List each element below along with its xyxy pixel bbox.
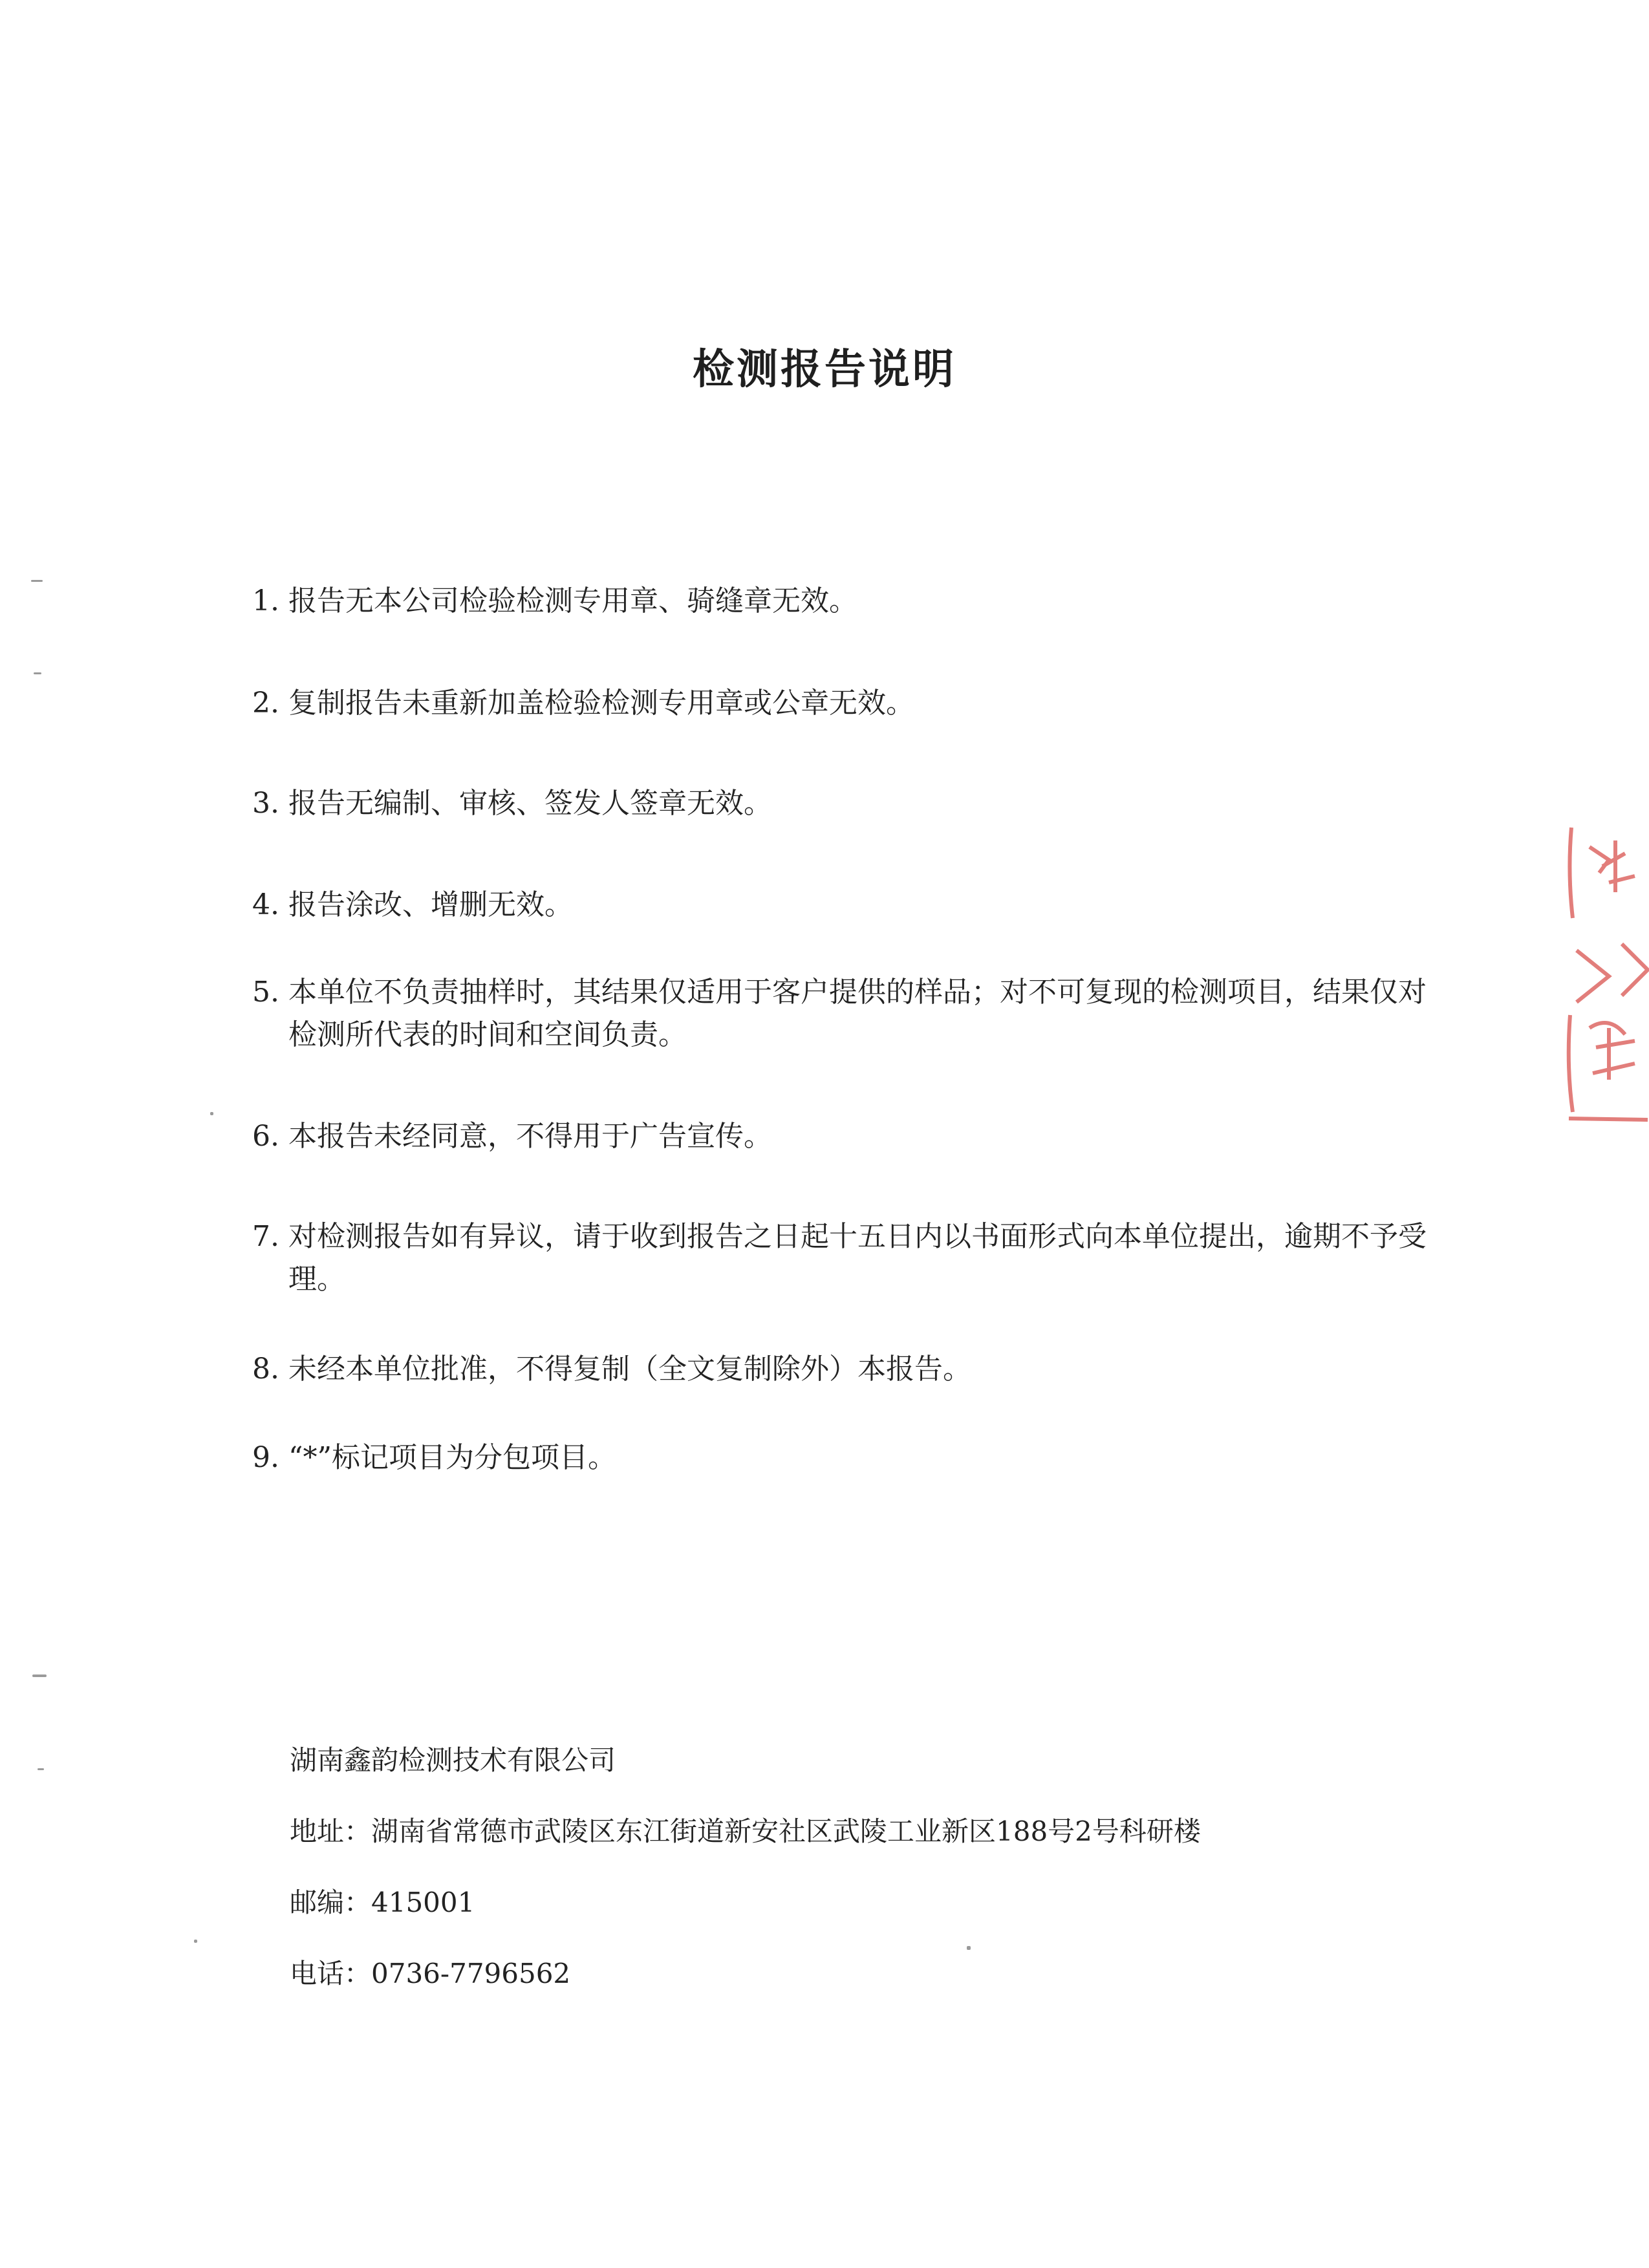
- notice-number: 3.: [252, 787, 279, 820]
- postcode-label: 邮编：: [290, 1887, 372, 1918]
- notice-item-3: [252, 782, 1429, 825]
- scan-speck: [967, 1946, 971, 1950]
- notice-number: 5.: [252, 976, 279, 1009]
- notice-item-4: [252, 884, 1429, 926]
- seam-stamp-icon: [1564, 821, 1649, 1125]
- notice-number: 8.: [252, 1353, 279, 1385]
- notice-item-1: [252, 580, 1429, 623]
- scan-speck: [31, 580, 43, 582]
- scan-speck: [34, 672, 41, 674]
- seam-stamp-edge: [1564, 821, 1649, 1125]
- notice-text: 复制报告未重新加盖检验检测专用章或公章无效。: [288, 687, 914, 720]
- notice-number: 9.: [252, 1441, 279, 1474]
- postcode-value: 415001: [371, 1887, 475, 1918]
- notice-text: 报告无本公司检验检测专用章、骑缝章无效。: [288, 584, 857, 617]
- notice-item-2: [252, 682, 1429, 725]
- scan-speck: [210, 1112, 213, 1115]
- company-postcode: [290, 1881, 475, 1920]
- page-title: 检测报告说明: [693, 346, 956, 394]
- scan-speck: [38, 1768, 44, 1770]
- notice-text: 未经本单位批准，不得复制（全文复制除外）本报告。: [288, 1353, 971, 1385]
- notice-item-8: [252, 1348, 1429, 1391]
- address-label: 地址：: [290, 1815, 372, 1847]
- company-address: [290, 1810, 1201, 1849]
- scan-speck: [32, 1674, 47, 1677]
- address-value: 湖南省常德市武陵区东江街道新安社区武陵工业新区188号2号科研楼: [371, 1815, 1201, 1847]
- phone-label: 电话：: [290, 1958, 372, 1989]
- phone-value: 0736-7796562: [371, 1958, 571, 1989]
- notice-text: 对检测报告如有异议，请于收到报告之日起十五日内以书面形式向本单位提出，逾期不予受理。: [288, 1220, 1427, 1296]
- notice-item-6: [252, 1115, 1429, 1158]
- company-phone: [290, 1952, 570, 1991]
- notice-text: “*”标记项目为分包项目。: [288, 1441, 616, 1474]
- notice-text: 报告涂改、增删无效。: [288, 888, 573, 921]
- notice-text: 本报告未经同意，不得用于广告宣传。: [288, 1120, 772, 1153]
- company-name: 湖南鑫韵检测技术有限公司: [290, 1744, 616, 1776]
- notice-number: 1.: [252, 584, 279, 617]
- notice-text: 本单位不负责抽样时，其结果仅适用于客户提供的样品；对不可复现的检测项目，结果仅对检测所代表的时间和空间负责。: [288, 976, 1427, 1051]
- notice-text: 报告无编制、审核、签发人签章无效。: [288, 787, 772, 820]
- notice-item-9: [252, 1437, 1429, 1479]
- notice-number: 6.: [252, 1120, 279, 1153]
- notice-item-7: [252, 1215, 1429, 1301]
- notice-item-5: [252, 971, 1429, 1056]
- notice-number: 4.: [252, 888, 279, 921]
- notice-number: 2.: [252, 687, 279, 720]
- scan-speck: [194, 1940, 197, 1943]
- notice-number: 7.: [252, 1220, 279, 1253]
